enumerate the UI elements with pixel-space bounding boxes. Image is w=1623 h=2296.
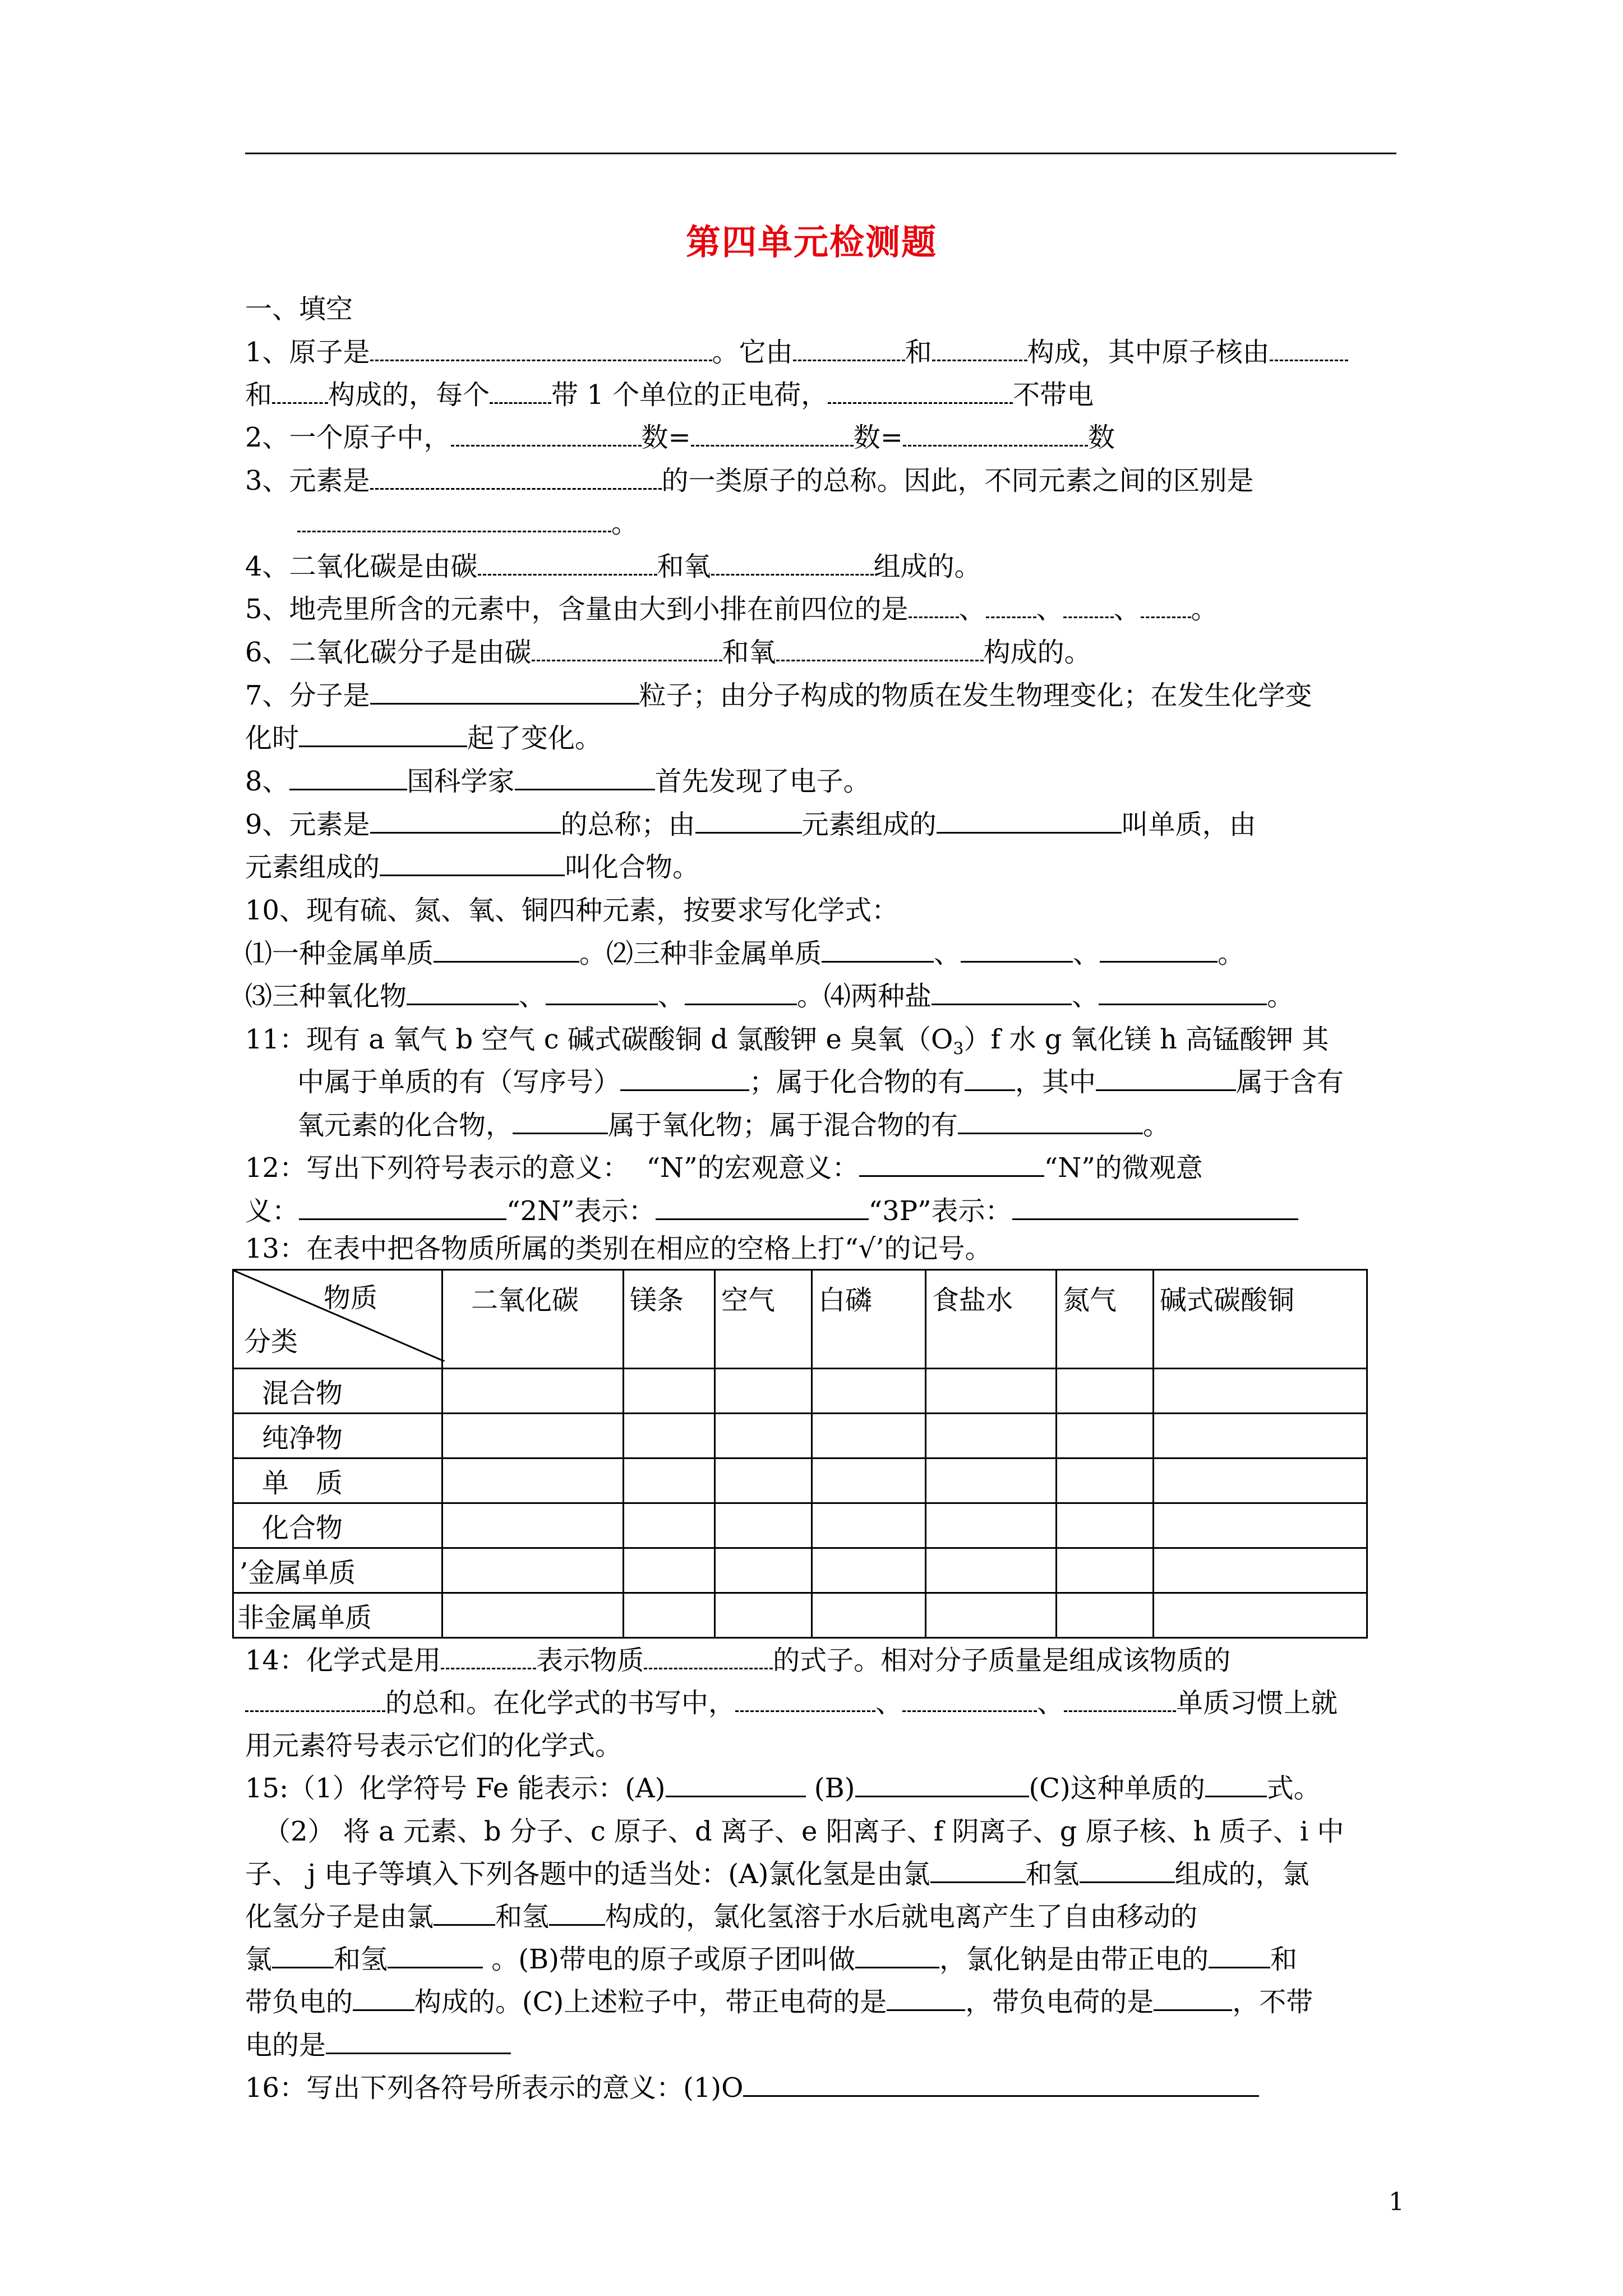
column-header: 氮气	[1057, 1270, 1154, 1369]
table-cell[interactable]	[624, 1369, 715, 1414]
table-cell[interactable]	[812, 1593, 926, 1638]
question-13: 13：在表中把各物质所属的类别在相应的空格上打“√’的记号。	[245, 1233, 992, 1264]
table-row	[233, 1414, 1367, 1458]
question-11-cont: 中属于单质的有（写序号） ；属于化合物的有 ，其中 属于含有	[297, 1066, 1344, 1098]
row-header: 单 质	[233, 1458, 442, 1503]
table-cell[interactable]	[715, 1503, 812, 1548]
row-header: ’金属单质	[233, 1548, 442, 1593]
table-cell[interactable]	[1154, 1503, 1367, 1548]
table-cell[interactable]	[1057, 1548, 1154, 1593]
table-cell[interactable]	[812, 1548, 926, 1593]
question-11-cont2: 氧元素的化合物， 属于氧化物；属于混合物的有 。	[297, 1110, 1170, 1141]
table-cell[interactable]	[926, 1414, 1057, 1458]
header-rule	[245, 153, 1396, 154]
table-cell[interactable]	[812, 1458, 926, 1503]
question-6: 6、二氧化碳分子是由碳 和氧 构成的。	[245, 637, 1091, 668]
question-14-cont: 的总和。在化学式的书写中， 、 、 单质习惯上就	[245, 1686, 1338, 1720]
table-row	[233, 1593, 1367, 1638]
page-number: 1	[1389, 2188, 1404, 2216]
table-cell[interactable]	[926, 1593, 1057, 1638]
table-cell[interactable]	[715, 1458, 812, 1503]
question-8: 8、 国科学家 首先发现了电子。	[245, 766, 870, 797]
table-cell[interactable]	[926, 1503, 1057, 1548]
question-1-cont: 和 构成的，每个 带 1 个单位的正电荷， 不带电	[245, 379, 1094, 411]
question-9-cont: 元素组成的 叫化合物。	[245, 852, 700, 883]
page-title: 第四单元检测题	[685, 222, 937, 263]
table-cell[interactable]	[624, 1593, 715, 1638]
question-3-cont: 。	[297, 507, 638, 540]
table-cell[interactable]	[442, 1548, 624, 1593]
question-14: 14：化学式是用 表示物质 的式子。相对分子质量是组成该物质的	[245, 1645, 1231, 1676]
question-5: 5、地壳里所含的元素中，含量由大到小排在前四位的是 、 、 、 。	[245, 593, 1218, 625]
table-row	[233, 1548, 1367, 1593]
classification-table	[232, 1269, 1368, 1639]
question-15-part2: （2） 将 a 元素、b 分子、c 原子、d 离子、e 阳离子、f 阴离子、g 原子核、h 质子、i 中	[264, 1816, 1344, 1847]
column-header: 食盐水	[926, 1270, 1057, 1369]
question-12-cont: 义： “2N”表示： “3P”表示：	[245, 1194, 1298, 1228]
table-cell[interactable]	[442, 1369, 624, 1414]
row-header: 纯净物	[233, 1414, 442, 1458]
column-header: 空气	[715, 1270, 812, 1369]
table-cell[interactable]	[624, 1458, 715, 1503]
table-cell[interactable]	[1154, 1414, 1367, 1458]
question-15-cont3: 氯 和氢 。(B)带电的原子或原子团叫做 ，氯化钠是由带正电的 和	[245, 1944, 1298, 1975]
table-cell[interactable]	[1154, 1458, 1367, 1503]
table-cell[interactable]	[812, 1369, 926, 1414]
table-cell[interactable]	[1057, 1414, 1154, 1458]
question-15: 15:（1）化学符号 Fe 能表示：(A) (B) (C)这种单质的 式。	[245, 1773, 1321, 1804]
question-10: 10、现有硫、氮、氧、铜四种元素，按要求写化学式：	[245, 895, 899, 926]
table-cell[interactable]	[442, 1593, 624, 1638]
question-15-cont: 子、 j 电子等填入下列各题中的适当处：(A)氯化氢是由氯 和氢 组成的，氯	[245, 1858, 1310, 1890]
column-header: 碱式碳酸铜	[1154, 1270, 1367, 1369]
table-cell[interactable]	[442, 1458, 624, 1503]
question-3: 3、元素是 的一类原子的总称。因此，不同元素之间的区别是	[245, 465, 1254, 496]
table-cell[interactable]	[926, 1548, 1057, 1593]
table-cell[interactable]	[715, 1593, 812, 1638]
section-heading: 一、填空	[245, 293, 353, 325]
table-cell[interactable]	[1154, 1369, 1367, 1414]
row-header: 混合物	[233, 1369, 442, 1414]
table-cell[interactable]	[624, 1414, 715, 1458]
table-row	[233, 1458, 1367, 1503]
table-cell[interactable]	[715, 1548, 812, 1593]
question-14-cont2: 用元素符号表示它们的化学式。	[245, 1730, 623, 1761]
table-cell[interactable]	[715, 1414, 812, 1458]
column-header: 白磷	[812, 1270, 926, 1369]
question-9: 9、元素是 的总称；由 元素组成的 叫单质，由	[245, 809, 1256, 840]
row-header: 化合物	[233, 1503, 442, 1548]
table-cell[interactable]	[624, 1548, 715, 1593]
question-15-cont2: 化氢分子是由氯 和氢 构成的，氯化氢溶于水后就电离产生了自由移动的	[245, 1901, 1198, 1932]
table-cell[interactable]	[715, 1369, 812, 1414]
question-15-cont4: 带负电的 构成的。(C)上述粒子中，带正电荷的是 ，带负电荷的是 ，不带	[245, 1986, 1313, 2018]
row-header: 非金属单质	[233, 1593, 442, 1638]
table-cell[interactable]	[812, 1503, 926, 1548]
question-16: 16：写出下列各符号所表示的意义：(1)O	[245, 2071, 1259, 2105]
column-header: 镁条	[624, 1270, 715, 1369]
question-10-a: ⑴一种金属单质 。⑵三种非金属单质 、 、 。	[245, 938, 1245, 969]
table-row	[233, 1503, 1367, 1548]
table-cell[interactable]	[1057, 1458, 1154, 1503]
question-7-cont: 化时 起了变化。	[245, 723, 602, 754]
corner-top-label: 物质	[324, 1282, 378, 1314]
question-12: 12：写出下列符号表示的意义： “N”的宏观意义： “N”的微观意	[245, 1152, 1203, 1184]
table-cell[interactable]	[624, 1503, 715, 1548]
table-cell[interactable]	[926, 1369, 1057, 1414]
table-cell[interactable]	[1057, 1503, 1154, 1548]
question-11: 11：现有 a 氧气 b 空气 c 碱式碳酸铜 d 氯酸钾 e 臭氧$(O_3)f$ 水 g 氧化镁 h 高锰酸钾 其	[245, 1024, 1329, 1059]
question-1: 1、原子是 。它由 和 构成，其中原子核由	[245, 335, 1348, 369]
table-cell[interactable]	[442, 1414, 624, 1458]
corner-bottom-label: 分类	[244, 1326, 298, 1358]
table-cell[interactable]	[812, 1414, 926, 1458]
table-cell[interactable]	[1057, 1369, 1154, 1414]
table-cell[interactable]	[926, 1458, 1057, 1503]
table-cell[interactable]	[442, 1503, 624, 1548]
table-corner-cell	[233, 1270, 442, 1369]
table-row	[233, 1369, 1367, 1414]
column-header: 二氧化碳	[442, 1270, 624, 1369]
question-10-b: ⑶三种氧化物 、 、 。⑷两种盐 、 。	[245, 981, 1294, 1012]
question-4: 4、二氧化碳是由碳 和氧 组成的。	[245, 551, 981, 582]
table-cell[interactable]	[1154, 1593, 1367, 1638]
question-15-cont5: 电的是	[245, 2028, 511, 2062]
question-7: 7、分子是 粒子；由分子构成的物质在发生物理变化；在发生化学变	[245, 680, 1312, 711]
question-2: 2、一个原子中， 数= 数= 数	[245, 422, 1115, 453]
table-cell[interactable]	[1154, 1548, 1367, 1593]
table-cell[interactable]	[1057, 1593, 1154, 1638]
